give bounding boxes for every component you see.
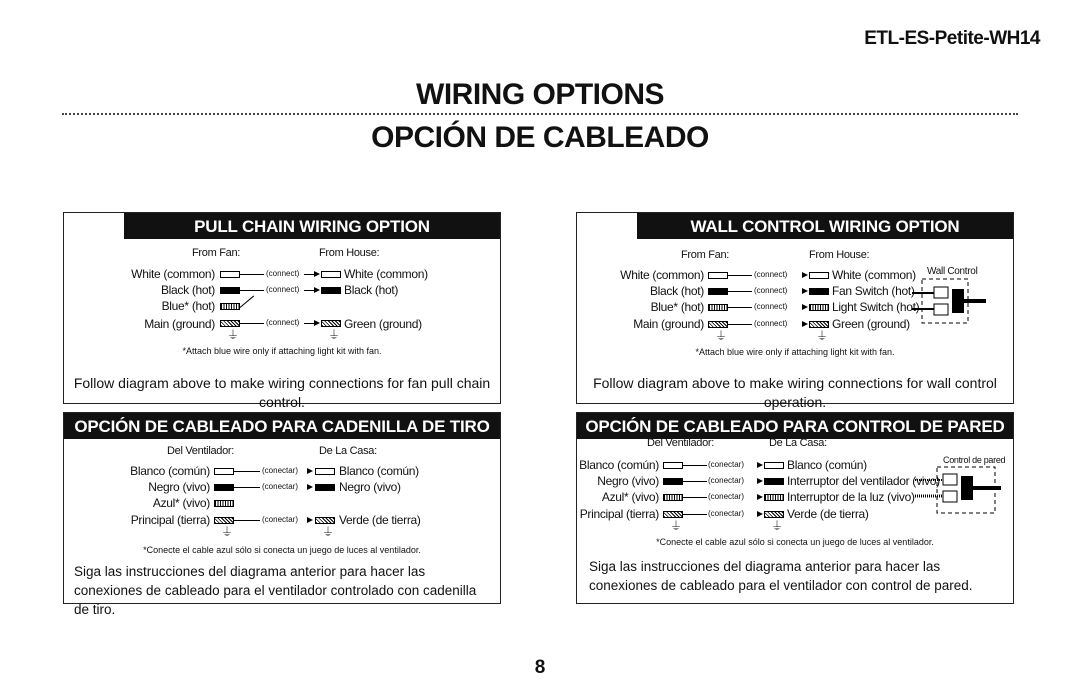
wire-line xyxy=(304,274,314,275)
black-wire-icon xyxy=(315,484,335,491)
ground-wire-icon xyxy=(809,321,829,328)
arrow-icon xyxy=(314,271,320,277)
arrow-icon xyxy=(802,321,808,327)
ground-symbol-icon: ⏚ xyxy=(670,519,683,533)
house-wire-black: Negro (vivo) xyxy=(339,480,401,494)
fan-wire-ground: Main (ground) xyxy=(144,317,215,331)
ground-symbol-icon: ⏚ xyxy=(816,329,829,343)
blue-wire-icon xyxy=(663,494,683,501)
page-title-english: WIRING OPTIONS xyxy=(416,78,664,111)
arrow-icon xyxy=(307,484,313,490)
wall-control-heading: WALL CONTROL WIRING OPTION xyxy=(637,213,1013,239)
instruction-text: Siga las instrucciones del diagrama anterior para hacer las conexiones de cableado para el ventilador controlado con cadenilla de tiro. xyxy=(74,564,477,617)
from-house-label: De La Casa: xyxy=(769,437,827,449)
from-fan-label: Del Ventilador: xyxy=(167,445,235,457)
from-house-label: From House: xyxy=(319,247,380,259)
wire-line xyxy=(240,274,264,275)
fan-wire-white: Blanco (común) xyxy=(579,458,659,472)
fan-wire-black: Negro (vivo) xyxy=(148,480,210,494)
white-wire-icon xyxy=(708,272,728,279)
wall-control-panel-english xyxy=(576,212,1014,410)
pull-chain-heading: PULL CHAIN WIRING OPTION xyxy=(124,213,500,239)
fan-wire-blue: Blue* (hot) xyxy=(161,299,215,313)
wall-control-label: Wall Control xyxy=(927,266,978,277)
wire-line xyxy=(304,290,314,291)
white-wire-icon xyxy=(321,271,341,278)
ground-symbol-icon: ⏚ xyxy=(221,525,234,539)
fan-wire-black: Black (hot) xyxy=(160,283,215,297)
ground-symbol-icon: ⏚ xyxy=(715,329,728,343)
connect-label: (connect) xyxy=(266,269,300,278)
black-wire-icon xyxy=(764,478,784,485)
fan-wire-white: White (common) xyxy=(620,268,704,282)
arrow-icon xyxy=(314,287,320,293)
ground-symbol-icon: ⏚ xyxy=(771,519,784,533)
conectar-label: (conectar) xyxy=(262,466,299,475)
ground-wire-icon xyxy=(663,511,683,518)
footnote: *Conecte el cable azul sólo si conecta un juego de luces al ventilador. xyxy=(143,545,421,555)
fan-wire-black: Black (hot) xyxy=(649,284,704,298)
from-fan-label: From Fan: xyxy=(192,247,241,259)
wire-line xyxy=(683,465,707,466)
connect-label: (connect) xyxy=(754,270,788,279)
arrow-icon xyxy=(757,478,763,484)
wire-line xyxy=(728,275,752,276)
instruction-text: Siga las instrucciones del diagrama anterior para hacer las conexiones de cableado para el ventilador con control de pared. xyxy=(589,559,973,593)
house-wire-ground: Verde (de tierra) xyxy=(787,507,869,521)
fan-wire-ground: Main (ground) xyxy=(633,317,704,331)
conectar-label: (conectar) xyxy=(262,482,299,491)
from-house-label: From House: xyxy=(809,249,870,261)
arrow-icon xyxy=(314,320,320,326)
black-wire-icon xyxy=(809,288,829,295)
ground-wire-icon xyxy=(220,320,240,327)
black-wire-icon xyxy=(663,478,683,485)
house-wire-white: Blanco (común) xyxy=(339,464,419,478)
blue-wire-icon xyxy=(220,303,240,310)
fan-wire-black: Negro (vivo) xyxy=(597,474,659,488)
ground-wire-icon xyxy=(708,321,728,328)
wall-control-panel-spanish xyxy=(576,412,1014,604)
connect-label: (connect) xyxy=(266,285,300,294)
blue-wire-icon xyxy=(809,304,829,311)
house-wire-fan-switch: Interruptor del ventilador (vivo) xyxy=(787,474,940,488)
conectar-label: (conectar) xyxy=(708,476,745,485)
fan-wire-blue: Azul* (vivo) xyxy=(601,490,659,504)
ground-wire-icon xyxy=(214,517,234,524)
house-wire-light-switch: Interruptor de la luz (vivo) xyxy=(787,490,915,504)
wire-line xyxy=(683,497,707,498)
arrow-icon xyxy=(307,517,313,523)
house-wire-ground: Green (ground) xyxy=(832,317,910,331)
fan-wire-white: White (common) xyxy=(131,267,215,281)
connect-label: (connect) xyxy=(754,286,788,295)
blue-wire-icon xyxy=(764,494,784,501)
fan-wire-blue: Azul* (vivo) xyxy=(152,496,210,510)
wall-control-heading-spanish: OPCIÓN DE CABLEADO PARA CONTROL DE PARED xyxy=(577,413,1013,439)
house-wire-fan-switch: Fan Switch (hot) xyxy=(832,284,915,298)
black-wire-icon xyxy=(220,287,240,294)
house-wire-ground: Verde (de tierra) xyxy=(339,513,421,527)
white-wire-icon xyxy=(315,468,335,475)
house-wire-white: White (common) xyxy=(344,267,428,281)
fan-wire-blue: Blue* (hot) xyxy=(650,300,704,314)
black-wire-icon xyxy=(321,287,341,294)
connect-label: (connect) xyxy=(266,318,300,327)
arrow-icon xyxy=(802,304,808,310)
arrow-icon xyxy=(307,468,313,474)
fan-wire-white: Blanco (común) xyxy=(130,464,210,478)
model-number: ETL-ES-Petite-WH14 xyxy=(864,28,1040,49)
black-wire-icon xyxy=(708,288,728,295)
wire-line xyxy=(240,323,264,324)
conectar-label: (conectar) xyxy=(262,515,299,524)
house-wire-white: Blanco (común) xyxy=(787,458,867,472)
connect-label: (connect) xyxy=(754,302,788,311)
wall-control-label: Control de pared xyxy=(943,455,1006,465)
arrow-icon xyxy=(802,272,808,278)
pull-chain-panel-english xyxy=(63,212,501,410)
wire-line xyxy=(234,520,260,521)
arrow-icon xyxy=(757,462,763,468)
wall-control-switch-icon xyxy=(912,275,992,327)
house-wire-black: Black (hot) xyxy=(344,283,399,297)
blue-wire-icon xyxy=(214,500,234,507)
ground-symbol-icon: ⏚ xyxy=(328,328,341,342)
wire-line xyxy=(683,514,707,515)
wire-line xyxy=(240,296,254,308)
from-house-label: De La Casa: xyxy=(319,445,377,457)
connect-label: (connect) xyxy=(754,319,788,328)
from-fan-label: From Fan: xyxy=(681,249,730,261)
house-wire-ground: Green (ground) xyxy=(344,317,422,331)
arrow-icon xyxy=(802,288,808,294)
ground-wire-icon xyxy=(764,511,784,518)
conectar-label: (conectar) xyxy=(708,509,745,518)
ground-wire-icon xyxy=(321,320,341,327)
conectar-label: (conectar) xyxy=(708,460,745,469)
white-wire-icon xyxy=(809,272,829,279)
footnote: *Conecte el cable azul sólo si conecta un juego de luces al ventilador. xyxy=(656,537,934,547)
from-fan-label: Del Ventilador: xyxy=(647,437,715,449)
ground-wire-icon xyxy=(315,517,335,524)
wire-line xyxy=(728,307,752,308)
house-wire-white: White (common) xyxy=(832,268,916,282)
pull-chain-heading-spanish: OPCIÓN DE CABLEADO PARA CADENILLA DE TIRO xyxy=(64,413,500,439)
fan-wire-ground: Principal (tierra) xyxy=(579,507,659,521)
footnote: *Attach blue wire only if attaching light kit with fan. xyxy=(695,347,895,357)
wire-line xyxy=(728,291,752,292)
wire-line xyxy=(240,290,264,291)
wire-line xyxy=(683,481,707,482)
conectar-label: (conectar) xyxy=(708,492,745,501)
white-wire-icon xyxy=(220,271,240,278)
ground-symbol-icon: ⏚ xyxy=(227,328,240,342)
arrow-icon xyxy=(757,511,763,517)
wall-control-switch-icon xyxy=(915,465,1007,517)
white-wire-icon xyxy=(764,462,784,469)
instruction-text: Follow diagram above to make wiring connections for wall control operation. xyxy=(593,375,997,410)
house-wire-light-switch: Light Switch (hot) xyxy=(832,300,920,314)
pull-chain-panel-spanish xyxy=(63,412,501,617)
dotted-divider xyxy=(62,113,1018,115)
blue-wire-icon xyxy=(708,304,728,311)
page-number: 8 xyxy=(534,657,546,678)
ground-symbol-icon: ⏚ xyxy=(322,525,335,539)
white-wire-icon xyxy=(214,468,234,475)
arrow-icon xyxy=(757,494,763,500)
footnote: *Attach blue wire only if attaching light kit with fan. xyxy=(182,346,382,356)
fan-wire-ground: Principal (tierra) xyxy=(130,513,210,527)
white-wire-icon xyxy=(663,462,683,469)
wire-line xyxy=(234,487,260,488)
wire-line xyxy=(234,471,260,472)
wire-line xyxy=(728,324,752,325)
instruction-text: Follow diagram above to make wiring connections for fan pull chain control. xyxy=(73,375,491,410)
page-title-spanish: OPCIÓN DE CABLEADO xyxy=(371,121,709,154)
black-wire-icon xyxy=(214,484,234,491)
wire-line xyxy=(304,323,314,324)
